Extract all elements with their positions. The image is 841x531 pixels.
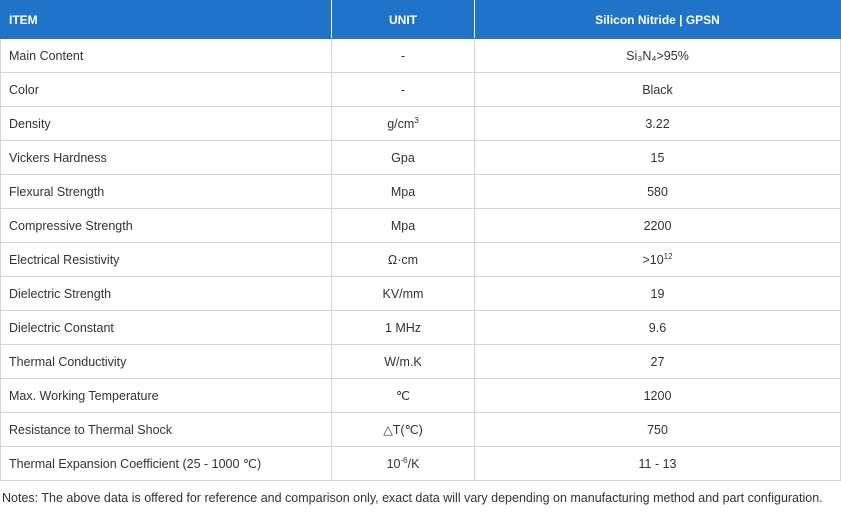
table-row [1, 209, 841, 243]
header-item: ITEM [1, 1, 332, 39]
table-row [1, 107, 841, 141]
table-row [1, 175, 841, 209]
unit-base: g/cm [387, 116, 415, 131]
row-value: 2200 [475, 209, 841, 243]
row-value: 27 [475, 345, 841, 379]
row-item: Compressive Strength [1, 209, 332, 243]
row-unit: Gpa [332, 141, 475, 175]
row-unit: KV/mm [332, 277, 475, 311]
table-row [1, 413, 841, 447]
row-item: Main Content [1, 39, 332, 73]
row-value: 3.22 [475, 107, 841, 141]
row-item: Thermal Conductivity [1, 345, 332, 379]
header-row [1, 1, 841, 39]
row-value: Si₃N₄>95% [475, 39, 841, 73]
row-value: Black [475, 73, 841, 107]
row-value [475, 243, 841, 277]
table-row [1, 379, 841, 413]
row-item: Resistance to Thermal Shock [1, 413, 332, 447]
row-item: Dielectric Constant [1, 311, 332, 345]
row-value: 15 [475, 141, 841, 175]
row-unit: ℃ [332, 379, 475, 413]
row-unit: - [332, 73, 475, 107]
unit-exponent: -6 [400, 455, 408, 465]
value-exponent: 12 [663, 251, 673, 261]
value-base: >10 [642, 252, 664, 267]
notes-text: Notes: The above data is offered for reference and comparison only, exact data will vary depending on manufacturing method and part configuration. [2, 491, 823, 505]
table-row [1, 243, 841, 277]
header-material: Silicon Nitride | GPSN [475, 1, 841, 39]
row-item: Vickers Hardness [1, 141, 332, 175]
row-item: Max. Working Temperature [1, 379, 332, 413]
row-item: Dielectric Strength [1, 277, 332, 311]
row-unit [332, 447, 475, 481]
unit-base: 10 [386, 456, 401, 471]
row-value: 580 [475, 175, 841, 209]
row-unit: Mpa [332, 209, 475, 243]
table-row [1, 141, 841, 175]
row-value: 11 - 13 [475, 447, 841, 481]
row-item: Density [1, 107, 332, 141]
table-row [1, 73, 841, 107]
row-unit: W/m.K [332, 345, 475, 379]
unit-exponent: 3 [414, 115, 419, 125]
row-value: 19 [475, 277, 841, 311]
row-unit: Mpa [332, 175, 475, 209]
row-unit [332, 107, 475, 141]
row-value: 9.6 [475, 311, 841, 345]
table-row [1, 39, 841, 73]
row-value: 1200 [475, 379, 841, 413]
table-row [1, 311, 841, 345]
table-row [1, 345, 841, 379]
table-row [1, 277, 841, 311]
row-item: Electrical Resistivity [1, 243, 332, 277]
table-row [1, 447, 841, 481]
row-value: 750 [475, 413, 841, 447]
row-unit: Ω·cm [332, 243, 475, 277]
row-unit: 1 MHz [332, 311, 475, 345]
header-unit: UNIT [332, 1, 475, 39]
row-unit: △T(℃) [332, 413, 475, 447]
row-item: Color [1, 73, 332, 107]
row-item: Thermal Expansion Coefficient (25 - 1000 ℃) [1, 447, 332, 481]
unit-tail: /K [407, 456, 420, 471]
row-unit: - [332, 39, 475, 73]
row-item: Flexural Strength [1, 175, 332, 209]
